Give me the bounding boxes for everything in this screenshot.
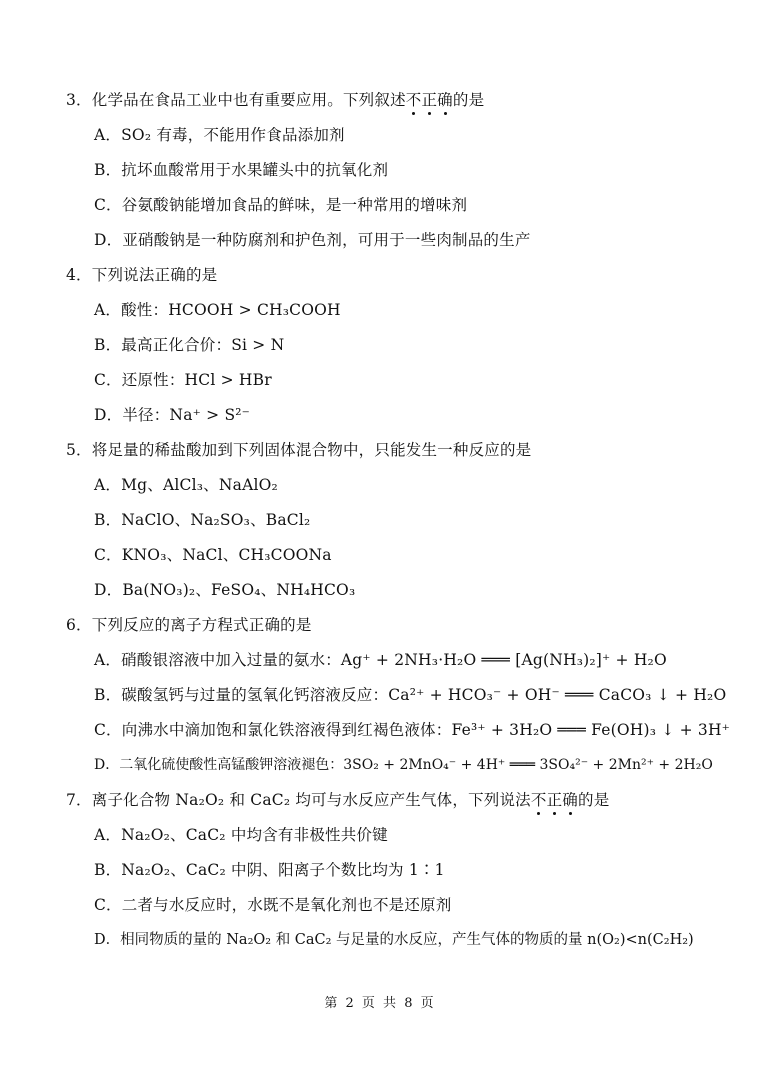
question-3-option-d: D．亚硝酸钠是一种防腐剂和护色剂，可用于一些肉制品的生产 [94, 231, 531, 249]
emphasis-char: 不 [530, 791, 547, 809]
question-7-option-c: C．二者与水反应时，水既不是氧化剂也不是还原剂 [94, 896, 452, 914]
page-footer: 第 2 页 共 8 页 [324, 996, 436, 1011]
question-7-stem: 7．离子化合物 Na₂O₂ 和 CaC₂ 均可与水反应产生气体，下列说法不正确的是 [66, 791, 610, 809]
question-4-option-c: C．还原性：HCl > HBr [94, 371, 272, 389]
question-6-stem: 6．下列反应的离子方程式正确的是 [66, 616, 312, 634]
emphasis-char: 不 [405, 91, 422, 109]
question-5-option-d: D．Ba(NO₃)₂、FeSO₄、NH₄HCO₃ [94, 581, 356, 599]
question-6-option-c: C．向沸水中滴加饱和氯化铁溶液得到红褐色液体：Fe³⁺ + 3H₂O ═══ Fe(OH)₃ ↓ + 3H⁺ [94, 721, 731, 739]
question-6-option-d: D．二氧化硫使酸性高锰酸钾溶液褪色：3SO₂ + 2MnO₄⁻ + 4H⁺ ═══ 3SO₄²⁻ + 2Mn²⁺ + 2H₂O [94, 757, 713, 773]
emphasis-char: 正 [546, 791, 563, 809]
question-6-option-b: B．碳酸氢钙与过量的氢氧化钙溶液反应：Ca²⁺ + HCO₃⁻ + OH⁻ ═══ CaCO₃ ↓ + H₂O [94, 686, 727, 704]
emphasis-char: 确 [437, 91, 453, 109]
emphasis-char: 确 [562, 791, 578, 809]
question-4-option-d: D．半径：Na⁺ > S²⁻ [94, 406, 251, 424]
question-7-option-a: A．Na₂O₂、CaC₂ 中均含有非极性共价键 [94, 826, 388, 844]
question-5-option-b: B．NaClO、Na₂SO₃、BaCl₂ [94, 511, 311, 529]
question-3-option-a: A．SO₂ 有毒，不能用作食品添加剂 [94, 126, 345, 144]
question-5-option-a: A．Mg、AlCl₃、NaAlO₂ [94, 476, 278, 494]
question-7-option-d: D．相同物质的量的 Na₂O₂ 和 CaC₂ 与足量的水反应，产生气体的物质的量 n(O₂)<n(C₂H₂) [94, 932, 694, 948]
question-6-option-a: A．硝酸银溶液中加入过量的氨水：Ag⁺ + 2NH₃·H₂O ═══ [Ag(NH₃)₂]⁺ + H₂O [94, 651, 667, 669]
question-4-stem: 4．下列说法正确的是 [66, 266, 218, 284]
question-3-option-b: B．抗坏血酸常用于水果罐头中的抗氧化剂 [94, 161, 389, 179]
question-5-stem: 5．将足量的稀盐酸加到下列固体混合物中，只能发生一种反应的是 [66, 441, 532, 459]
question-4-option-a: A．酸性：HCOOH > CH₃COOH [94, 301, 341, 319]
emphasis-char: 正 [421, 91, 438, 109]
question-4-option-b: B．最高正化合价：Si > N [94, 336, 285, 354]
question-7-option-b: B．Na₂O₂、CaC₂ 中阴、阳离子个数比均为 1∶1 [94, 861, 445, 879]
question-3-option-c: C．谷氨酸钠能增加食品的鲜味，是一种常用的增味剂 [94, 196, 468, 214]
question-5-option-c: C．KNO₃、NaCl、CH₃COONa [94, 546, 332, 564]
question-3-stem: 3．化学品在食品工业中也有重要应用。下列叙述不正确的是 [66, 91, 485, 109]
